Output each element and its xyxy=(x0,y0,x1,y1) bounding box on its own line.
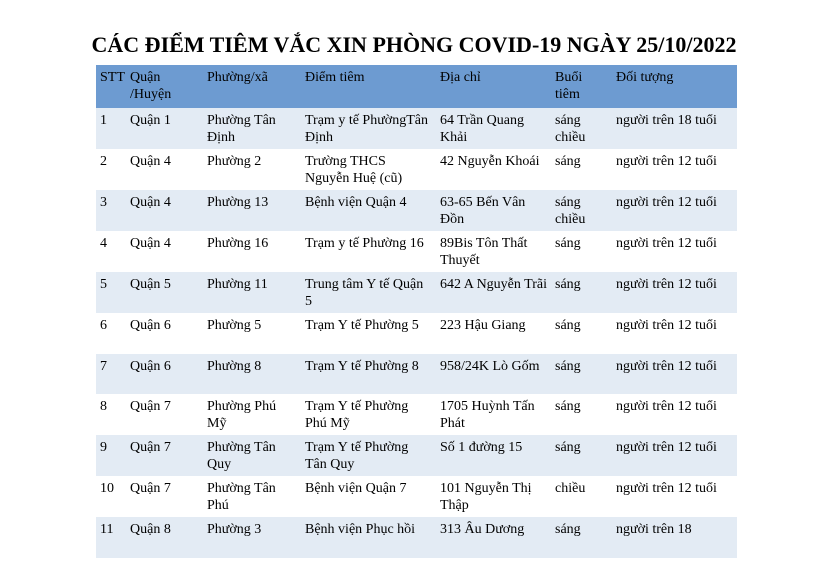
cell-stt: 10 xyxy=(100,481,114,496)
cell-doi-tuong: người trên 12 tuổi xyxy=(616,481,717,496)
table-row xyxy=(96,435,737,476)
cell-diem-tiem: Trạm y tế PhườngTân Định xyxy=(305,113,428,145)
cell-dia-chi: 63-65 Bến Vân Đồn xyxy=(440,195,526,227)
cell-buoi-tiem: sáng xyxy=(555,277,581,292)
cell-phuong-xa: Phường Tân Phú xyxy=(207,481,276,513)
cell-doi-tuong: người trên 12 tuổi xyxy=(616,358,717,374)
header-buoi-tiem: Buổi tiêm xyxy=(555,70,583,102)
cell-quan-huyen: Quận 4 xyxy=(130,236,171,251)
cell-phuong-xa: Phường Phú Mỹ xyxy=(207,399,277,431)
vaccination-table xyxy=(96,65,737,558)
cell-buoi-tiem: sáng xyxy=(555,154,581,169)
cell-phuong-xa: Phường 13 xyxy=(207,195,269,210)
table-header-row xyxy=(96,65,737,108)
cell-stt: 2 xyxy=(100,154,107,169)
cell-dia-chi: 313 Âu Dương xyxy=(440,522,525,537)
table-row xyxy=(96,394,737,435)
table-row xyxy=(96,272,737,313)
cell-doi-tuong: người trên 18 xyxy=(616,522,692,537)
cell-diem-tiem: Trường THCS Nguyễn Huệ (cũ) xyxy=(305,154,403,186)
table-body xyxy=(96,108,737,558)
cell-phuong-xa: Phường 11 xyxy=(207,277,268,292)
cell-diem-tiem: Trạm y tế Phường 16 xyxy=(305,236,424,251)
cell-phuong-xa: Phường 5 xyxy=(207,318,262,333)
cell-buoi-tiem: sáng xyxy=(555,358,581,374)
cell-stt: 6 xyxy=(100,318,107,333)
cell-stt: 5 xyxy=(100,277,107,292)
cell-quan-huyen: Quận 5 xyxy=(130,277,171,292)
cell-quan-huyen: Quận 7 xyxy=(130,399,171,414)
cell-doi-tuong: người trên 18 tuổi xyxy=(616,113,717,128)
cell-phuong-xa: Phường 3 xyxy=(207,522,262,537)
cell-quan-huyen: Quận 7 xyxy=(130,440,171,455)
cell-doi-tuong: người trên 12 tuổi xyxy=(616,399,717,414)
table-row xyxy=(96,476,737,517)
cell-dia-chi: 223 Hậu Giang xyxy=(440,318,526,333)
cell-diem-tiem: Trung tâm Y tế Quận 5 xyxy=(305,277,424,309)
header-stt: STT xyxy=(100,70,125,85)
cell-diem-tiem: Trạm Y tế Phường 5 xyxy=(305,318,419,333)
cell-stt: 9 xyxy=(100,440,107,455)
cell-phuong-xa: Phường 2 xyxy=(207,154,262,169)
cell-dia-chi: 1705 Huỳnh Tấn Phát xyxy=(440,399,535,431)
cell-buoi-tiem: sáng xyxy=(555,236,581,251)
page-title: CÁC ĐIỂM TIÊM VẮC XIN PHÒNG COVID-19 NGÀY 25/10/2022 xyxy=(91,32,737,57)
cell-phuong-xa: Phường 16 xyxy=(207,236,269,251)
cell-dia-chi: 958/24K Lò Gốm xyxy=(440,358,540,374)
header-dia-chi: Địa chỉ xyxy=(440,70,481,85)
table-row xyxy=(96,231,737,272)
cell-doi-tuong: người trên 12 tuổi xyxy=(616,318,717,333)
cell-stt: 8 xyxy=(100,399,107,414)
cell-diem-tiem: Trạm Y tế Phường Phú Mỹ xyxy=(305,399,409,431)
cell-quan-huyen: Quận 6 xyxy=(130,318,171,333)
cell-diem-tiem: Bệnh viện Quận 4 xyxy=(305,195,407,210)
cell-stt: 4 xyxy=(100,236,107,251)
cell-stt: 3 xyxy=(100,195,107,210)
table-row xyxy=(96,313,737,354)
cell-dia-chi: 642 A Nguyễn Trãi xyxy=(440,277,547,292)
cell-doi-tuong: người trên 12 tuổi xyxy=(616,195,717,210)
table-row xyxy=(96,149,737,190)
cell-buoi-tiem: sáng chiều xyxy=(555,113,586,145)
cell-buoi-tiem: sáng xyxy=(555,318,581,333)
cell-dia-chi: Số 1 đường 15 xyxy=(440,440,523,455)
cell-quan-huyen: Quận 7 xyxy=(130,481,171,496)
table-row xyxy=(96,190,737,231)
header-phuong-xa: Phường/xã xyxy=(207,70,268,85)
table-row xyxy=(96,354,737,395)
cell-doi-tuong: người trên 12 tuổi xyxy=(616,154,717,169)
cell-buoi-tiem: sáng xyxy=(555,399,581,414)
cell-diem-tiem: Trạm Y tế Phường 8 xyxy=(305,358,419,374)
cell-buoi-tiem: sáng xyxy=(555,440,581,455)
cell-phuong-xa: Phường Tân Định xyxy=(207,113,276,145)
cell-diem-tiem: Bệnh viện Quận 7 xyxy=(305,481,407,496)
cell-doi-tuong: người trên 12 tuổi xyxy=(616,236,717,251)
cell-quan-huyen: Quận 6 xyxy=(130,358,171,374)
cell-phuong-xa: Phường 8 xyxy=(207,358,262,374)
cell-doi-tuong: người trên 12 tuổi xyxy=(616,277,717,292)
header-doi-tuong: Đối tượng xyxy=(616,70,674,85)
cell-buoi-tiem: sáng xyxy=(555,522,581,537)
cell-quan-huyen: Quận 4 xyxy=(130,154,171,169)
cell-dia-chi: 89Bis Tôn Thất Thuyết xyxy=(440,236,528,268)
cell-stt: 11 xyxy=(100,522,114,537)
cell-quan-huyen: Quận 1 xyxy=(130,113,171,128)
cell-dia-chi: 101 Nguyễn Thị Thập xyxy=(440,481,532,513)
header-diem-tiem: Điểm tiêm xyxy=(305,70,365,85)
cell-dia-chi: 42 Nguyễn Khoái xyxy=(440,154,540,169)
cell-buoi-tiem: chiều xyxy=(555,481,586,496)
cell-doi-tuong: người trên 12 tuổi xyxy=(616,440,717,455)
cell-phuong-xa: Phường Tân Quy xyxy=(207,440,276,472)
cell-quan-huyen: Quận 4 xyxy=(130,195,171,210)
cell-buoi-tiem: sáng chiều xyxy=(555,195,586,227)
header-quan-huyen: Quận /Huyện xyxy=(130,70,172,102)
cell-dia-chi: 64 Trần Quang Khải xyxy=(440,113,525,145)
document-page xyxy=(0,31,828,585)
table-header xyxy=(96,65,737,108)
cell-stt: 1 xyxy=(100,113,107,128)
cell-stt: 7 xyxy=(100,358,107,374)
cell-quan-huyen: Quận 8 xyxy=(130,522,171,537)
cell-diem-tiem: Bệnh viện Phục hồi xyxy=(305,522,416,537)
cell-diem-tiem: Trạm Y tế Phường Tân Quy xyxy=(305,440,409,472)
table-row xyxy=(96,108,737,149)
table-row xyxy=(96,517,737,558)
